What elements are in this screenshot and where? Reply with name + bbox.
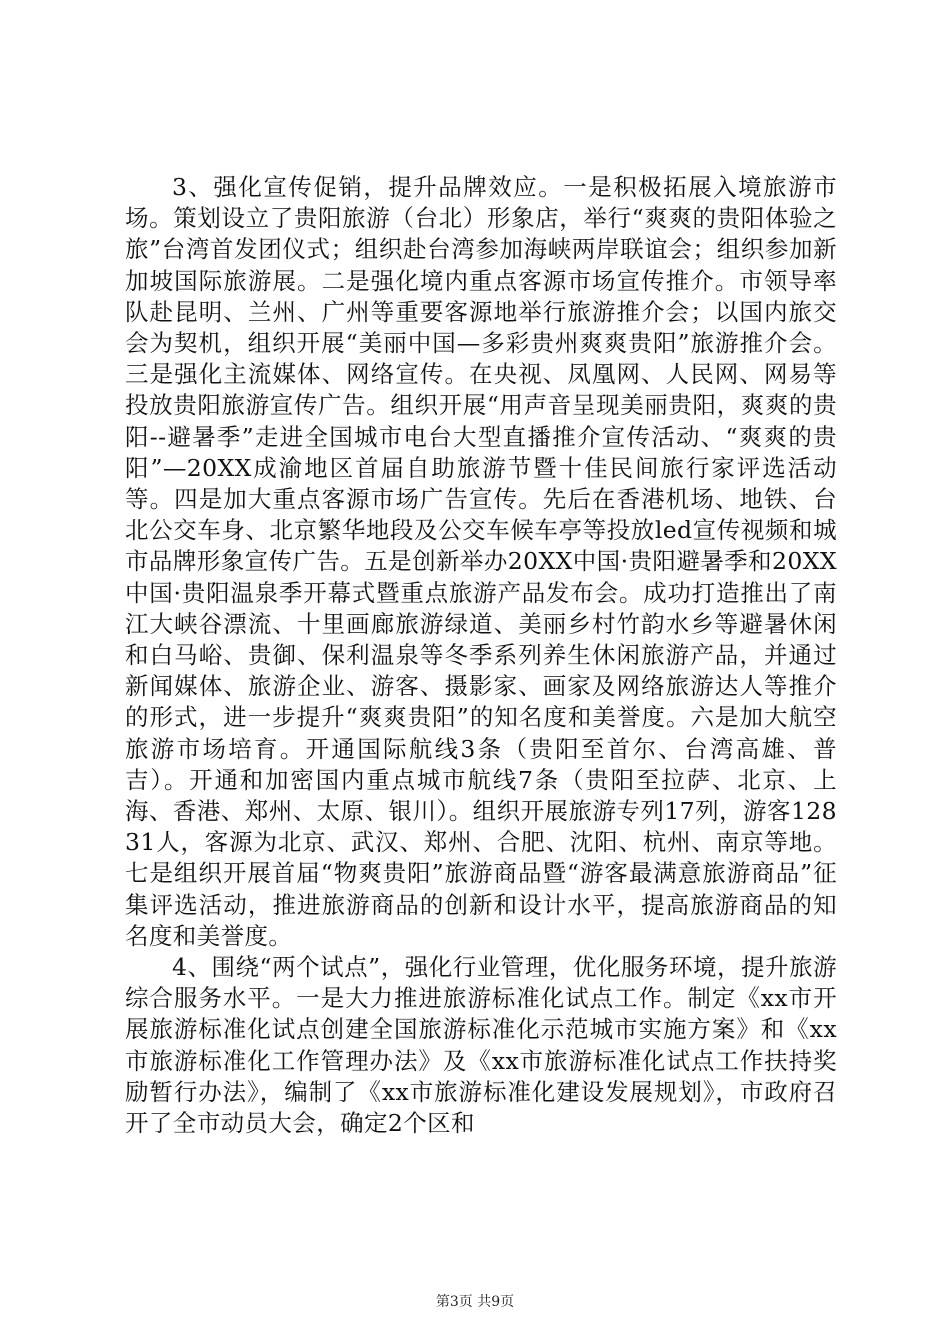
paragraph-4-industry-management: 4、围绕“两个试点”，强化行业管理，优化服务环境，提升旅游综合服务水平。一是大力推进旅游标准化试点工作。制定《xx市开展旅游标准化试点创建全国旅游标准化示范城市实施方案》和《xx市旅游标准化工作管理办法》及《xx市旅游标准化试点工作扶持奖励暂行办法》，编制了《xx市旅游标准化建设发展规划》，市政府召开了全市动员大会，确定2个区和 — [125, 953, 837, 1138]
document-body — [125, 172, 837, 1139]
page-footer: 第3页 共9页 — [435, 1294, 515, 1310]
paragraph-3-publicity-promotion: 3、强化宣传促销，提升品牌效应。一是积极拓展入境旅游市场。策划设立了贵阳旅游（台北）形象店，举行“爽爽的贵阳体验之旅”台湾首发团仪式；组织赴台湾参加海峡两岸联谊会；组织参加新加坡国际旅游展。二是强化境内重点客源市场宣传推介。市领导率队赴昆明、兰州、广州等重要客源地举行旅游推介会；以国内旅交会为契机，组织开展“美丽中国—多彩贵州爽爽贵阳”旅游推介会。三是强化主流媒体、网络宣传。在央视、凤凰网、人民网、网易等投放贵阳旅游宣传广告。组织开展“用声音呈现美丽贵阳，爽爽的贵阳--避暑季”走进全国城市电台大型直播推介宣传活动、“爽爽的贵阳”—20XX成渝地区首届自助旅游节暨十佳民间旅行家评选活动等。四是加大重点客源市场广告宣传。先后在香港机场、地铁、台北公交车身、北京繁华地段及公交车候车亭等投放led宣传视频和城市品牌形象宣传广告。五是创新举办20XX中国·贵阳避暑季和20XX中国·贵阳温泉季开幕式暨重点旅游产品发布会。成功打造推出了南江大峡谷漂流、十里画廊旅游绿道、美丽乡村竹韵水乡等避暑休闲和白马峪、贵御、保利温泉等冬季系列养生休闲旅游产品，并通过新闻媒体、旅游企业、游客、摄影家、画家及网络旅游达人等推介的形式，进一步提升“爽爽贵阳”的知名度和美誉度。六是加大航空旅游市场培育。开通国际航线3条（贵阳至首尔、台湾高雄、普吉）。开通和加密国内重点城市航线7条（贵阳至拉萨、北京、上海、香港、郑州、太原、银川）。组织开展旅游专列17列，游客12831人，客源为北京、武汉、郑州、合肥、沈阳、杭州、南京等地。七是组织开展首届“物爽贵阳”旅游商品暨“游客最满意旅游商品”征集评选活动，推进旅游商品的创新和设计水平，提高旅游商品的知名度和美誉度。 — [125, 173, 837, 950]
